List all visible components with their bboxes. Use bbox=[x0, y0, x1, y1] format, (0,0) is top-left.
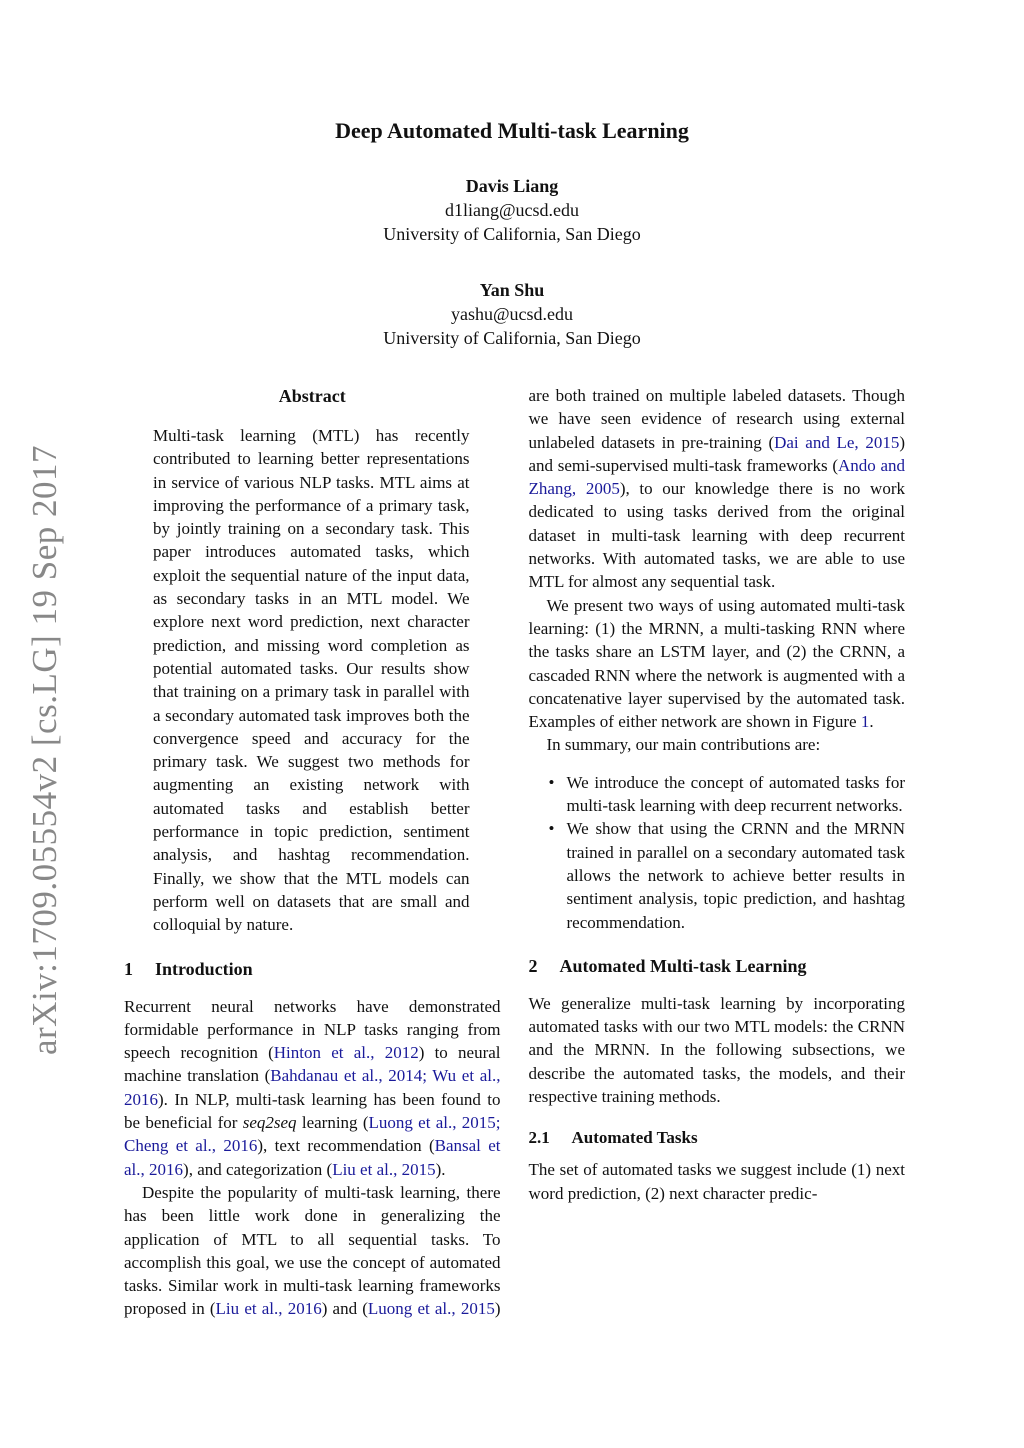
list-item-text: We introduce the concept of automated tasks for multi-task learning with deep recurrent networks. bbox=[566, 772, 905, 816]
list-item bbox=[529, 817, 906, 933]
figure-link[interactable]: 1 bbox=[860, 712, 870, 732]
text-run: ), to our knowledge there is no work dedicated to using tasks derived from the original dataset in multi-task learning with deep recurrent networks. With automated tasks, we are able to use MTL for almost any sequential task. bbox=[528, 479, 905, 592]
text-run: ) and semi-supervised multi-task frameworks ( bbox=[528, 432, 905, 475]
arxiv-stamp-text: arXiv:1709.05554v2 [cs.LG] 19 Sep 2017 bbox=[25, 444, 65, 1056]
section-number: 1 bbox=[124, 958, 133, 979]
subsection-number: 2.1 bbox=[528, 1128, 550, 1148]
citation-link[interactable]: Bahdanau et al., 2014; Wu et al., 2016 bbox=[124, 1066, 501, 1109]
text-run: learning ( bbox=[296, 1113, 369, 1133]
section-title: Introduction bbox=[155, 958, 253, 979]
citation-link[interactable]: Bansal et al., 2016 bbox=[124, 1136, 501, 1179]
text-run: ) are both trained on multiple labeled datasets. Though we have seen evidence of research using external unlabeled datasets in pre-training ( bbox=[494, 386, 905, 1319]
author-email: yashu@ucsd.edu bbox=[450, 304, 574, 324]
author-name: Yan Shu bbox=[479, 280, 545, 300]
author-affiliation: University of California, San Diego bbox=[383, 328, 641, 348]
section2-paragraph-1: We generalize multi-task learning by incorporating automated tasks with our two MTL models: the CRNN and the MRNN. In the following subsections, we describe the automated tasks, the models, and their respective training methods. bbox=[528, 993, 905, 1107]
intro-paragraph-3 bbox=[529, 594, 906, 734]
bullet-icon: • bbox=[548, 819, 555, 839]
citation-link[interactable]: Liu et al., 2015 bbox=[332, 1159, 436, 1179]
section-title: Automated Multi-task Learning bbox=[559, 955, 807, 976]
paper-header bbox=[0, 116, 1024, 382]
list-item bbox=[529, 771, 906, 818]
abstract-heading: Abstract bbox=[278, 386, 346, 406]
intro-paragraph-4: In summary, our main contributions are: bbox=[546, 735, 821, 755]
list-item-text: We show that using the CRNN and the MRNN trained in parallel on a secondary automated task allows the network to achieve better results in sentiment analysis, topic prediction, and hashtag recommendation. bbox=[566, 819, 905, 932]
abstract-text: Multi-task learning (MTL) has recently contributed to learning better representations in service of various NLP tasks. MTL aims at improving the performance of a primary task, by jointly training on a secondary task. This paper introduces automated tasks, which exploit the sequential nature of the input data, as secondary tasks in an MTL model. We explore next word prediction, next character prediction, and missing word completion as potential automated tasks. Our results show that training on a primary task in parallel with a secondary automated task improves both the convergence speed and accuracy for the primary task. We suggest two methods for augmenting an existing network with automated tasks and establish better performance in topic prediction, sentiment analysis, and hashtag recommendation. Finally, we show that the MTL models can perform well on datasets that are small and colloquial by nature. bbox=[153, 426, 470, 935]
citation-link[interactable]: Dai and Le, 2015 bbox=[774, 432, 900, 452]
text-run: ), text recommendation ( bbox=[257, 1136, 435, 1156]
subsection-title: Automated Tasks bbox=[571, 1128, 698, 1148]
citation-link[interactable]: Luong et al., 2015 bbox=[367, 1299, 495, 1319]
author-block bbox=[0, 278, 1024, 350]
citation-link[interactable]: Hinton et al., 2012 bbox=[273, 1043, 419, 1063]
author-email: d1liang@ucsd.edu bbox=[444, 200, 580, 220]
citation-link[interactable]: Liu et al., 2016 bbox=[215, 1299, 322, 1319]
author-affiliation: University of California, San Diego bbox=[383, 224, 641, 244]
subsection-heading-automated-tasks bbox=[529, 1126, 906, 1150]
text-run: We present two ways of using automated multi-task learning: (1) the MRNN, a multi-tasking RNN where the tasks share an LSTM layer, and (2) the CRNN, a cascaded RNN where the network is augmented with a concatenative layer supervised by the automated task. Examples of either network are shown in Figure bbox=[528, 595, 905, 732]
section-heading-automated-mtl bbox=[529, 954, 906, 978]
author-block bbox=[0, 174, 1024, 246]
contributions-list bbox=[529, 771, 906, 934]
text-run: ). In NLP, multi-task learning has been found to be beneficial for bbox=[124, 1089, 501, 1133]
text-run: Despite the popularity of multi-task learning, there has been little work done in generalizing the application of MTL to all sequential tasks. To accomplish this goal, we use the concept of automated tasks. Similar work in multi-task learning frameworks proposed in ( bbox=[124, 1182, 501, 1319]
emphasis-text: seq2seq bbox=[242, 1113, 297, 1133]
abstract bbox=[124, 384, 501, 937]
text-run: . bbox=[869, 712, 874, 732]
citation-link[interactable]: Ando and Zhang, 2005 bbox=[528, 455, 905, 499]
text-run: ) to neural machine translation ( bbox=[124, 1043, 501, 1086]
paper-title: Deep Automated Multi-task Learning bbox=[335, 118, 689, 143]
section-number: 2 bbox=[528, 955, 538, 976]
body-flow bbox=[124, 384, 905, 1324]
text-run: ) and ( bbox=[321, 1299, 368, 1319]
text-run: Recurrent neural networks have demonstrated formidable performance in NLP tasks ranging from speech recognition ( bbox=[124, 996, 501, 1063]
text-run: ). bbox=[435, 1159, 446, 1179]
arxiv-stamp bbox=[10, 444, 80, 1056]
bullet-icon: • bbox=[548, 772, 555, 792]
section-heading-introduction bbox=[124, 957, 501, 981]
citation-link[interactable]: Luong et al., 2015; Cheng et al., 2016 bbox=[124, 1113, 501, 1156]
text-run: ), and categorization ( bbox=[183, 1159, 333, 1179]
section2-1-paragraph-1: The set of automated tasks we suggest include (1) next word prediction, (2) next character predic- bbox=[528, 1160, 905, 1203]
author-name: Davis Liang bbox=[465, 176, 559, 196]
intro-paragraph-1 bbox=[124, 995, 501, 1181]
